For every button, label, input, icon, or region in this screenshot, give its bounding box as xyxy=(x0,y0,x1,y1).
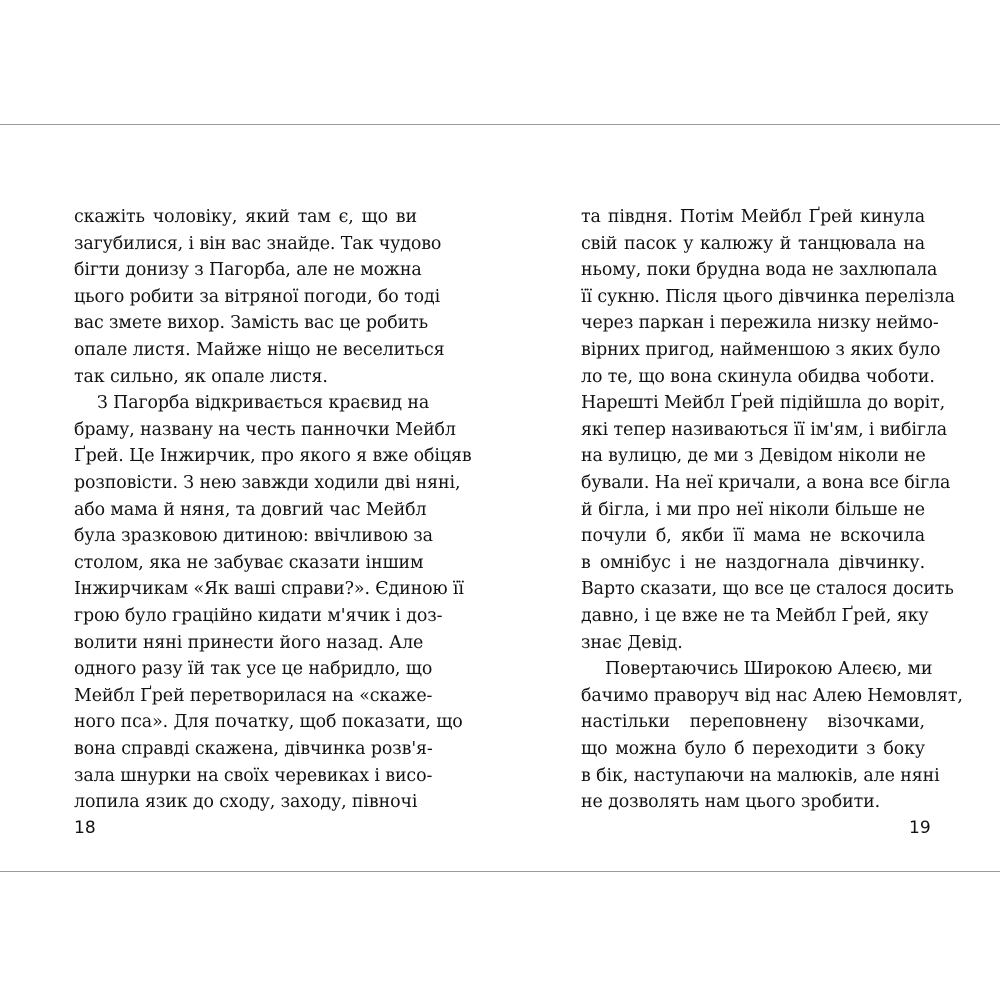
text-line: одного разу їй так усе це набридло, що xyxy=(74,659,433,680)
right-page xyxy=(500,125,1000,871)
text-line: давно, і це вже не та Мейбл Ґрей, яку xyxy=(581,606,929,626)
text-line: бігти донизу з Пагорба, але не можна xyxy=(74,260,422,281)
left-page xyxy=(0,125,500,871)
text-line: й бігла, і ми про неї ніколи більше не xyxy=(581,499,925,520)
text-line: які тепер називаються її ім'ям, і вибігла xyxy=(581,419,948,440)
text-line: Нарешті Мейбл Ґрей підійшла до воріт, xyxy=(581,393,946,414)
book-spread xyxy=(0,124,1000,872)
text-line: в омнібус і не наздогнала дівчинку. xyxy=(581,552,925,573)
text-line: бачимо праворуч від нас Алею Немовлят, xyxy=(581,685,963,706)
text-line: вона справді скажена, дівчинка розв'я- xyxy=(74,739,433,759)
text-line: в бік, наступаючи на малюків, але няні xyxy=(581,765,940,786)
text-line: або мама й няня, та довгий час Мейбл xyxy=(74,499,427,520)
text-line: ньому, поки брудна вода не захлюпала xyxy=(581,260,938,281)
text-line: цього робити за вітряної погоди, бо тоді xyxy=(74,286,441,307)
paragraph-first-line: Повертаючись Широкою Алеєю, ми xyxy=(605,659,933,680)
text-line: її сукню. Після цього дівчинка перелізла xyxy=(581,286,955,307)
text-line: на вулицю, де ми з Девідом ніколи не xyxy=(581,446,926,467)
text-line: скажіть чоловіку, який там є, що ви xyxy=(74,207,417,227)
text-line: через паркан і пережила низку неймо- xyxy=(581,313,939,334)
page-number: 19 xyxy=(909,818,931,838)
text-line: опале листя. Майже ніщо не веселиться xyxy=(74,340,445,360)
text-line: розповісти. З нею завжди ходили дві няні, xyxy=(74,473,461,493)
text-line: та півдня. Потім Мейбл Ґрей кинула xyxy=(581,207,925,227)
text-line: бували. На неї кричали, а вона все бігла xyxy=(581,473,951,493)
text-line: знає Девід. xyxy=(581,632,683,653)
text-line: вас змете вихор. Замість вас це робить xyxy=(74,313,429,334)
text-line: зала шнурки на своїх черевиках і висо- xyxy=(74,765,433,786)
text-line: Мейбл Ґрей перетворилася на «скаже- xyxy=(74,685,433,706)
text-line: волити няні принести його назад. Але xyxy=(74,632,424,653)
text-line: що можна було б переходити з боку xyxy=(581,739,925,759)
text-line: ло те, що вона скинула обидва чоботи. xyxy=(581,366,935,387)
paragraph-first-line: З Пагорба відкривається краєвид на xyxy=(97,393,430,414)
text-line: вірних пригод, найменшою з яких було xyxy=(581,340,941,360)
text-line: Варто сказати, що все це сталося досить xyxy=(581,579,954,600)
text-line: почули б, якби її мама не вскочила xyxy=(581,526,925,547)
text-line: лопила язик до сходу, заходу, півночі xyxy=(74,792,418,813)
text-line: загубилися, і він вас знайде. Так чудово xyxy=(74,233,442,254)
page-number: 18 xyxy=(74,818,96,838)
text-line: Ґрей. Це Інжирчик, про якого я вже обіцяв xyxy=(74,446,472,467)
text-line: була зразковою дитиною: ввічливою за xyxy=(74,526,433,547)
text-line: столом, яка не забуває сказати іншим xyxy=(74,552,424,573)
text-line: не дозволять нам цього зробити. xyxy=(581,792,881,813)
text-line: Інжирчикам «Як ваші справи?». Єдиною її xyxy=(74,579,464,600)
text-line: свій пасок у калюжу й танцювала на xyxy=(581,233,925,254)
text-line: ного пса». Для початку, щоб показати, що xyxy=(74,712,463,733)
text-line: грою було граційно кидати м'ячик і доз- xyxy=(74,606,443,626)
text-line: так сильно, як опале листя. xyxy=(74,366,328,387)
text-line: браму, названу на честь панночки Мейбл xyxy=(74,419,456,440)
text-line: настільки переповнену візочками, xyxy=(581,712,925,733)
